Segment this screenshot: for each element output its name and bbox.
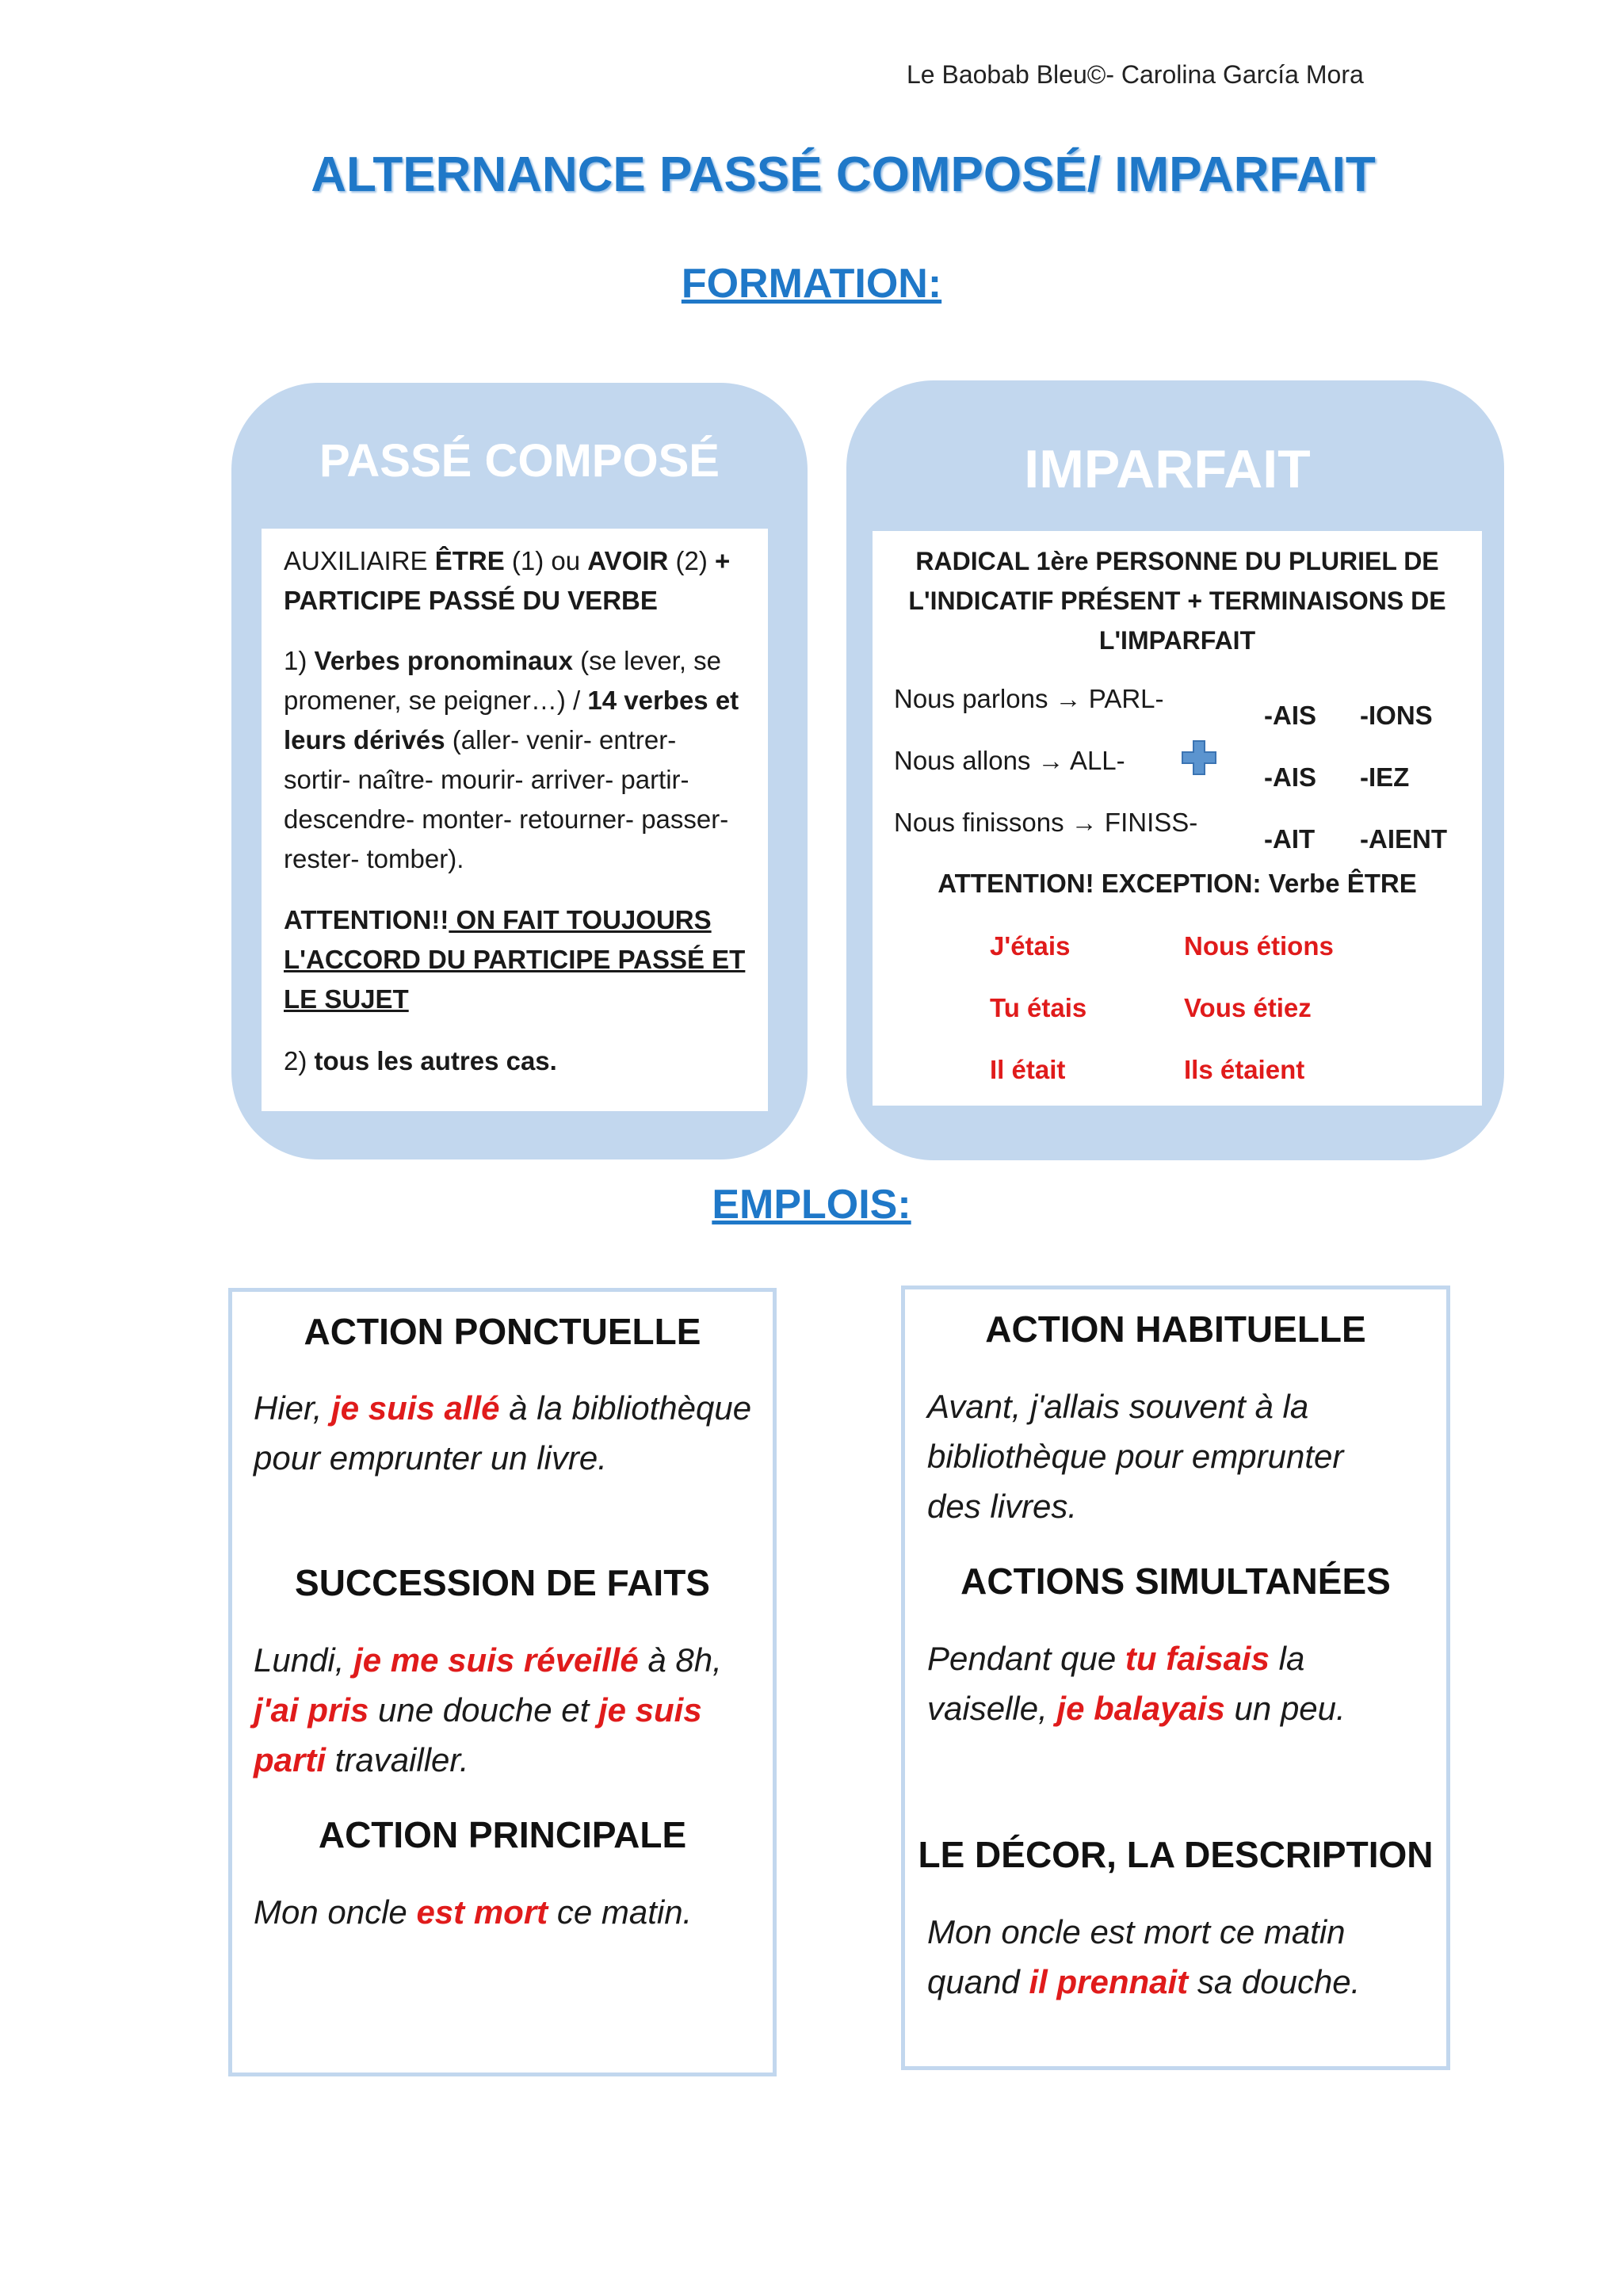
imparfait-exception: ATTENTION! EXCEPTION: Verbe ÊTRE <box>938 869 1417 898</box>
passe-compose-title: PASSÉ COMPOSÉ <box>319 435 720 487</box>
emploi-heading: ACTIONS SIMULTANÉES <box>960 1561 1391 1602</box>
emplois-heading: EMPLOIS: <box>712 1182 911 1228</box>
emploi-heading: SUCCESSION DE FAITS <box>295 1562 710 1603</box>
emploi-example: Hier, je suis allé à la bibliothèque pour emprunter un livre. <box>254 1389 752 1477</box>
emploi-heading: ACTION HABITUELLE <box>985 1308 1366 1350</box>
passe-compose-attention: ATTENTION!! ON FAIT TOUJOURS L'ACCORD DU PARTICIPE PASSÉ ET LE SUJET <box>284 905 746 1014</box>
emploi-heading: ACTION PRINCIPALE <box>318 1814 687 1855</box>
ending-label: -IEZ <box>1360 762 1410 792</box>
etre-form: J'étais <box>990 931 1071 961</box>
passe-compose-case-1: 1) Verbes pronominaux (se lever, se promener, se peigner…) / 14 verbes et leurs dérivés (aller- venir- entrer- sortir- naître- mourir- arriver- partir- descendre- monter- retourner- passer- rester- tomber). <box>284 646 739 873</box>
emploi-example: Pendant que tu faisais la vaiselle, je balayais un peu. <box>927 1640 1346 1727</box>
etre-form: Tu étais <box>990 993 1087 1022</box>
imparfait-example: Nous allons → ALL- <box>894 746 1125 775</box>
etre-form: Vous étiez <box>1184 993 1312 1022</box>
emploi-example: Mon oncle est mort ce matin. <box>254 1893 693 1931</box>
emploi-heading: ACTION PONCTUELLE <box>304 1311 701 1352</box>
ending-label: -AIT <box>1264 824 1316 854</box>
passe-compose-rule: AUXILIAIRE ÊTRE (1) ou AVOIR (2) + PARTICIPE PASSÉ DU VERBE <box>284 546 731 615</box>
plus-icon <box>1181 739 1217 776</box>
formation-heading: FORMATION: <box>681 261 942 307</box>
etre-form: Nous étions <box>1184 931 1334 961</box>
ending-label: -AIS <box>1264 701 1316 730</box>
passe-compose-case-2: 2) tous les autres cas. <box>284 1046 557 1075</box>
ending-label: -AIS <box>1264 762 1316 792</box>
header-credit: Le Baobab Bleu©- Carolina García Mora <box>907 60 1364 89</box>
imparfait-title: IMPARFAIT <box>1024 439 1311 499</box>
etre-form: Ils étaient <box>1184 1055 1305 1084</box>
imparfait-rule: RADICAL 1ère PERSONNE DU PLURIEL DE L'INDICATIF PRÉSENT + TERMINAISONS DE L'IMPARFAIT <box>908 547 1446 655</box>
emploi-heading: LE DÉCOR, LA DESCRIPTION <box>918 1834 1434 1875</box>
imparfait-example: Nous parlons → PARL- <box>894 684 1164 713</box>
emploi-example: Lundi, je me suis réveillé à 8h, j'ai pris une douche et je suis parti travailler. <box>254 1641 722 1778</box>
document-title: ALTERNANCE PASSÉ COMPOSÉ/ IMPARFAIT <box>311 147 1376 202</box>
ending-label: -IONS <box>1360 701 1433 730</box>
etre-form: Il était <box>990 1055 1066 1084</box>
imparfait-example: Nous finissons → FINISS- <box>894 808 1198 837</box>
emploi-example: Mon oncle est mort ce matin quand il prennait sa douche. <box>927 1913 1361 2000</box>
emploi-example: Avant, j'allais souvent à la bibliothèque pour emprunter des livres. <box>927 1388 1344 1525</box>
ending-label: -AIENT <box>1360 824 1447 854</box>
